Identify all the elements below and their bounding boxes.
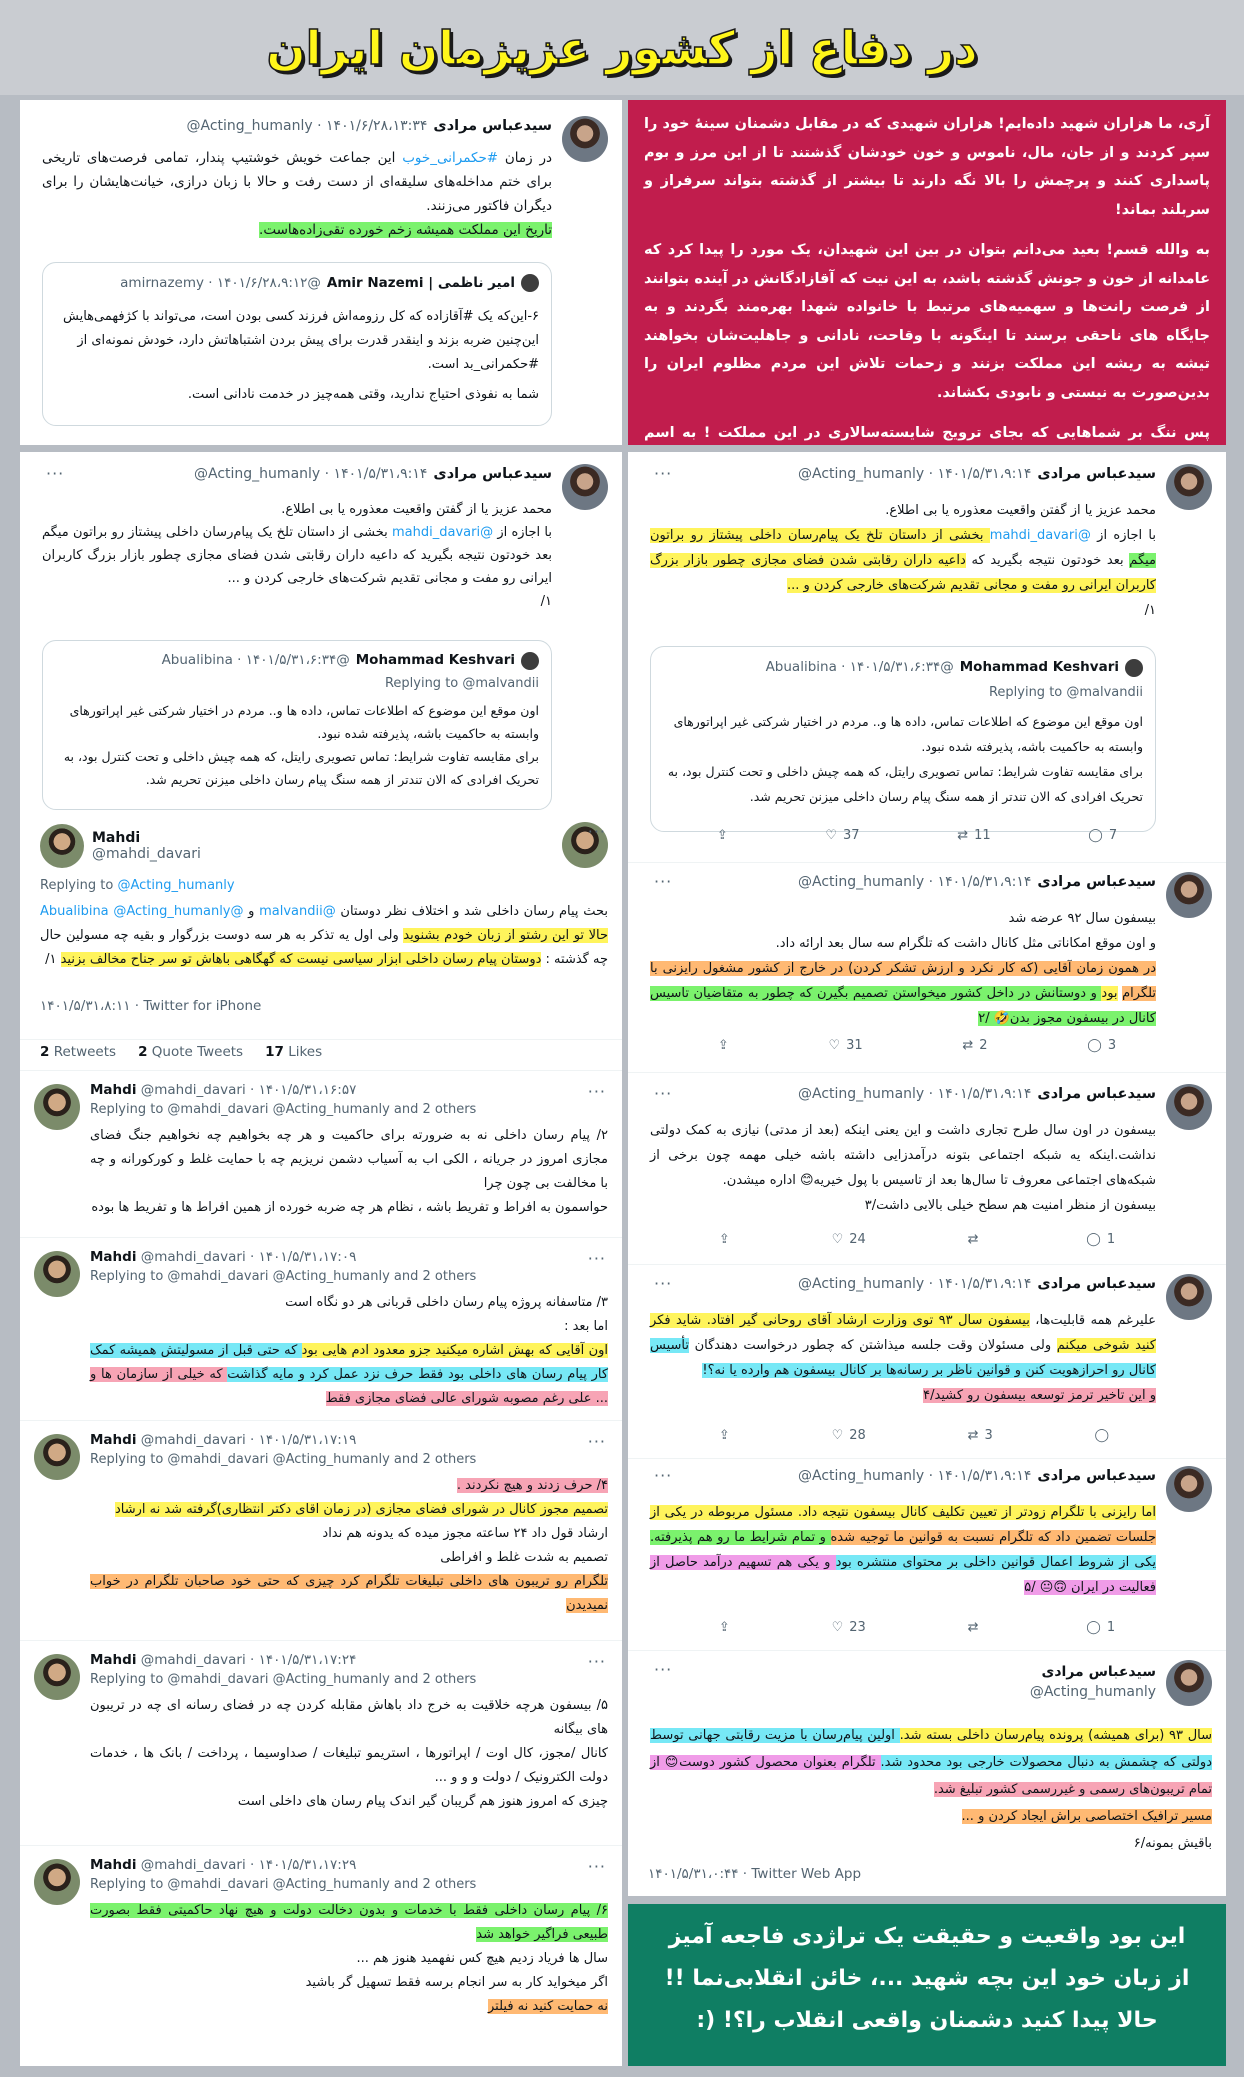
author-block[interactable] (40, 824, 201, 868)
avatar[interactable] (34, 1251, 80, 1297)
replying-to: Replying to @mahdi_davari @Acting_humanly and 2 others (90, 1452, 477, 1467)
replying-to: Replying to @Acting_humanly (40, 878, 235, 893)
reply-icon: ◯ (1088, 828, 1103, 843)
retweet-button[interactable]: ⇄ 2 (962, 1038, 988, 1053)
quote-handle: @Abualibina · ۱۴۰۱/۵/۳۱،۶:۳۴ (765, 659, 954, 675)
tweet-text: محمد عزیز یا از گفتن واقعیت معذوره یا بی اطلاع. (885, 503, 1156, 518)
reply-button[interactable]: ◯ 3 (1087, 1038, 1117, 1053)
share-icon[interactable]: ⇪ (718, 1620, 730, 1635)
more-icon[interactable]: ··· (587, 1652, 606, 1671)
avatar[interactable] (1166, 1274, 1212, 1320)
more-icon[interactable]: ··· (587, 1432, 606, 1451)
avatar[interactable] (1166, 872, 1212, 918)
author-handle: @Acting_humanly (1029, 1684, 1156, 1700)
quote-text: اون موقع این موضوع که اطلاعات تماس، داده ها و.. مردم در اختیار شرکتی غیر اپراتورهای وابسته به حاکمیت باشه، پذیرفته شده نبود. (69, 703, 539, 741)
tweet-timestamp[interactable]: ۱۴۰۱/۵/۳۱،۰:۴۴ · Twitter Web App (648, 1866, 862, 1882)
tweet-actions (628, 1428, 1226, 1443)
tweet-text: محمد عزیز یا از گفتن واقعیت معذوره یا بی اطلاع. (281, 502, 552, 517)
tweet-stats (40, 1044, 322, 1060)
mention-link[interactable]: @mahdi_davari (392, 525, 494, 540)
retweet-icon: ⇄ (967, 1428, 979, 1443)
tweet-actions (628, 1620, 1226, 1635)
left-tweet-2: Mahdi @mahdi_davari ··· Replying to @Acting_humanly بحث پیام رسان داخلی شد و اختلاف نظر دوستان @malvandii و @Abualibina @Acting_humanly حالا تو این رشتو از زبان خودم بشنوید ولی اول یه تذکر به هر سه دوست بزرگوار و بقیه چه مسولین حال چه گذشته : دوستان پیام رسان داخلی ابزار سیاسی نیست که گهگاهی باهاش تو سر جناح مخالف بزنید ۱/ ۱۴۰۱/۵/۳۱،۸:۱۱ · Twitter for iPhone (40, 822, 608, 1014)
replying-to: Replying to @malvandii (384, 676, 539, 691)
reply-button[interactable] (1095, 1428, 1116, 1443)
author-handle[interactable]: @Acting_humanly · ۱۴۰۱/۵/۳۱،۹:۱۴ (798, 466, 1032, 482)
replying-to: Replying to @mahdi_davari @Acting_humanly and 2 others (90, 1877, 477, 1892)
tweet-text: بیسفون در اون سال طرح تجاری داشت و این یعنی اینکه (بعد از مدتی) نیازی به کمک دولتی نداشت.اینکه یه شبکه اجتماعی بتونه درآمدزایی داشته باشه خیلی مهمه چون برخی از شبکه‌های اجتماعی معروف تا سال‌ها بعد از تاسیس با پول خیریه😊 اداره میشدن. (650, 1123, 1156, 1188)
heart-icon: ♡ (828, 1038, 841, 1053)
tweet-text: در زمان #حکمرانی_خوب این جماعت خویش خوشتیپ پندار، تمامی فرصت‌های تاریخی برای ختم مداخله‌های سلیقه‌ای از دست رفت و حالا با زبان درازی، خیانت‌هایشان را برای دیگران فاکتور می‌زنند. (42, 150, 552, 214)
tweet-header[interactable]: Mahdi @mahdi_davari · ۱۴۰۱/۵/۳۱،۱۷:۱۹ (90, 1432, 357, 1448)
right-tweet-2: سیدعباس مرادی @Acting_humanly · ۱۴۰۱/۵/۳۱،۹:۱۴ ··· بیسفون سال ۹۲ عرضه شد و اون موقع امکاناتی مثل کانال داشت که تلگرام سه سال بعد ارائه داد. در همون زمان آقایی (که کار نکرد و ارزش تشکر کردن) در خارج از کشور مشغول رایزنی با تلگرام بود و دوستانش در داخل کشور میخواستن تصمیم بگیرن که چطور به متقاضیان تاسیس کانال در بیسفون مجوز بدن🤣 /۲ (628, 870, 1226, 1020)
author-handle[interactable]: @mahdi_davari (92, 846, 201, 862)
right-tweet-3: سیدعباس مرادی @Acting_humanly · ۱۴۰۱/۵/۳۱،۹:۱۴ ··· بیسفون در اون سال طرح تجاری داشت و این یعنی اینکه (بعد از مدتی) نیازی به کمک دولتی نداشت.اینکه یه شبکه اجتماعی بتونه درآمدزایی داشته باشه خیلی مهمه چون برخی از شبکه‌های اجتماعی معروف تا سال‌ها بعد از تاسیس با پول خیریه😊 اداره میشدن. بیسفون از منظر امنیت هم سطح خیلی بالایی داشت/۳ (628, 1082, 1226, 1222)
avatar[interactable] (34, 1859, 80, 1905)
likes-stat[interactable]: 17 Likes (265, 1044, 323, 1060)
reply-icon: ◯ (1087, 1038, 1102, 1053)
highlighted-text: تاریخ این مملکت همیشه زخم خورده تقی‌زاده‌هاست. (259, 222, 552, 238)
right-tweet-4: سیدعباس مرادی @Acting_humanly · ۱۴۰۱/۵/۳۱،۹:۱۴ ··· علیرغم همه قابلیت‌ها، بیسفون سال ۹۳ توی وزارت ارشاد آقای روحانی گیر افتاد. شاید فکر کنید شوخی میکنم ولی مسئولان وقت جلسه میذاشتن که چطور درخواست دهندگان تأسیس کانال رو احرازهویت کنن و قوانین ناظر بر رسانه‌ها بر کانال بیسفون هم وارده یا نه؟! و این تاخیر ترمز توسعه بیسفون رو کشید/۴ (628, 1272, 1226, 1422)
quote-author: Mohammad Keshvari (959, 659, 1119, 675)
tweet-text: ۲/ پیام رسان داخلی نه به ضرورته برای حاکمیت و هر چه بخواهیم چه نخواهیم جنگ فضای مجازی امروز در جریانه ، الکی اب به آسیاب دشمن نریزیم چه با حمایت غلط و کورکورانه و چه با مخالفت بی چون چرا (90, 1128, 608, 1191)
like-button[interactable]: ♡ 28 (831, 1428, 866, 1443)
quote-author: امیر ناظمی | Amir Nazemi (326, 275, 515, 291)
quote-author: Mohammad Keshvari (355, 652, 515, 668)
like-button[interactable]: ♡ 23 (831, 1620, 866, 1635)
conclusion-line-2: از زبان خود این بچه شهید ...، خائن انقلابی‌نما !! (664, 1966, 1190, 1991)
heart-icon: ♡ (831, 1620, 844, 1635)
author-handle: @mahdi_davari · ۱۴۰۱/۵/۳۱،۱۶:۵۷ (140, 1082, 357, 1098)
more-icon[interactable]: ··· (587, 1249, 606, 1268)
quoted-tweet[interactable] (42, 640, 552, 810)
more-icon[interactable]: ··· (654, 1660, 673, 1679)
retweet-button[interactable] (968, 1232, 985, 1247)
red-paragraph-2: به والله قسم! بعید می‌دانم بتوان در بین این شهیدان، یک مورد را پیدا کرد که عامدانه از خون و جونش گذشته باشد، به این نیت که آقازادگانش در آینده بتوانند از فرصت رانت‌ها و سهمیه‌های مرتبط با خانواده شهدا بهره‌مند بگردند و به جایگاه های ناحقی برسند تا اینگونه با وقاحت، نادانی و جاهلیت‌شان بخواهند تیشه به ریشه این مملکت بزنند و زحمات تلاش این مردم مظلوم ایران را بدین‌صورت به نیستی و نابودی بکشاند. (644, 242, 1210, 401)
reply-icon: ◯ (1086, 1232, 1101, 1247)
replying-to: Replying to @mahdi_davari @Acting_humanly and 2 others (90, 1102, 477, 1117)
quote-text-2: برای مقایسه تفاوت شرایط: تماس تصویری رایتل، که همه چیش داخلی و تحت کنترل بود، به تحریک افرادی که الان تندتر از همه سنگ پیام رسان داخلی میزنن تحریم شد. (63, 749, 539, 787)
green-conclusion-box (628, 1904, 1226, 2066)
avatar[interactable] (34, 1084, 80, 1130)
quote-text: ۶-این‌که یک #آقازاده که کل رزومه‌اش فرزند کسی بودن است، می‌تواند با کژفهمی‌هایش این‌چنین ضربه بزند و اینقدر قدرت برای پیش بردن اشتباهاتش دارد، خودش نمونه‌ای از #حکمرانی_بد است. (63, 309, 539, 372)
quotes-stat[interactable]: 2 Quote Tweets (138, 1044, 244, 1060)
replying-to: Replying to @malvandii (988, 685, 1143, 700)
tweet-header[interactable]: Mahdi @mahdi_davari · ۱۴۰۱/۵/۳۱،۱۷:۰۹ (90, 1249, 357, 1265)
author-handle[interactable]: @Acting_humanly · ۱۴۰۱/۵/۳۱،۹:۱۴ (194, 466, 428, 482)
quote-handle: @amirnazemy · ۱۴۰۱/۶/۲۸،۹:۱۲ (120, 275, 321, 291)
avatar[interactable] (1166, 1084, 1212, 1130)
hashtag-link[interactable]: #حکمرانی_خوب (402, 150, 499, 166)
quote-handle: @Abualibina · ۱۴۰۱/۵/۳۱،۶:۳۴ (161, 652, 350, 668)
replying-to: Replying to @mahdi_davari @Acting_humanly and 2 others (90, 1672, 477, 1687)
more-icon[interactable]: ··· (46, 464, 65, 483)
retweet-icon: ⇄ (967, 1620, 979, 1635)
reply-icon: ◯ (1094, 1428, 1110, 1443)
more-icon[interactable]: ··· (654, 1274, 673, 1293)
more-icon[interactable]: ··· (654, 464, 673, 483)
retweet-icon: ⇄ (967, 1232, 979, 1247)
avatar[interactable] (562, 464, 608, 510)
conclusion-line-3: حالا پیدا کنید دشمنان واقعی انقلاب را؟! (: (696, 2008, 1158, 2033)
quote-avatar (521, 274, 539, 292)
quoted-tweet[interactable] (42, 262, 552, 426)
tweet-header[interactable]: Mahdi @mahdi_davari · ۱۴۰۱/۵/۳۱،۱۷:۲۴ (90, 1652, 357, 1668)
heart-icon: ♡ (831, 1232, 844, 1247)
quote-text: اون موقع این موضوع که اطلاعات تماس، داده ها و.. مردم در اختیار شرکتی غیر اپراتورهای وابسته به حاکمیت باشه، پذیرفته شده نبود. (673, 714, 1143, 754)
avatar[interactable] (34, 1434, 80, 1480)
author-name: Mahdi (90, 1082, 137, 1098)
more-icon[interactable]: ··· (587, 1082, 606, 1101)
left-tweet-5: Mahdi @mahdi_davari · ۱۴۰۱/۵/۳۱،۱۷:۱۹ Replying to @mahdi_davari @Acting_humanly and 2 others ··· ۴/ حرف زدند و هیچ نکردند . تصمیم مجوز کانال در شورای فضای مجازی (در زمان اقای دکتر انتظاری)گرفته شد نه ارشاد ارشاد قول داد ۲۴ ساعته مجوز میده که یدونه هم نداد تصمیم به شدت غلط و افراطی تلگرام رو تریبون های داخلی تبلیغات تلگرام کرد چیزی که حتی خود صاحبان تلگرام در خواب نمیدیدن (20, 1430, 622, 1620)
reply-button[interactable]: ◯ 1 (1086, 1620, 1116, 1635)
heart-icon: ♡ (825, 828, 838, 843)
like-button[interactable]: ♡ 24 (831, 1232, 866, 1247)
retweet-button[interactable] (968, 1620, 985, 1635)
red-paragraph-1: آری، ما هزاران شهید داده‌ایم! هزاران شهیدی که در مقابل دشمنان سینهٔ خود را سپر کردند و از جان، مال، ناموس و خون خودشان گذشتند تا از این مرز و بوم پاسداری کنند و پرچمش را بالا نگه دارند تا بیشتر از گذشته بتواند سرفراز و سربلند بماند! (644, 116, 1210, 218)
like-button[interactable]: ♡ 37 (825, 828, 860, 843)
quote-text-2: برای مقایسه تفاوت شرایط: تماس تصویری رایتل، که همه چیش داخلی و تحت کنترل بود، به تحریک افرادی که الان تندتر از همه سنگ پیام رسان داخلی میزنن تحریم شد. (667, 764, 1143, 804)
tweet-header[interactable]: Mahdi @mahdi_davari · ۱۴۰۱/۵/۳۱،۱۷:۲۹ (90, 1857, 357, 1873)
share-icon[interactable]: ⇪ (718, 1232, 730, 1247)
more-icon[interactable]: ··· (654, 1084, 673, 1103)
like-button[interactable]: ♡ 31 (828, 1038, 863, 1053)
more-icon[interactable]: ··· (654, 872, 673, 891)
avatar-left[interactable] (40, 824, 84, 868)
heart-icon: ♡ (831, 1428, 844, 1443)
quoted-tweet[interactable] (650, 646, 1156, 832)
title-banner (0, 0, 1244, 95)
retweet-icon: ⇄ (962, 1038, 974, 1053)
right-tweet-5: سیدعباس مرادی @Acting_humanly · ۱۴۰۱/۵/۳۱،۹:۱۴ ··· اما رایزنی با تلگرام زودتر از تعیین تکلیف کانال بیسفون نتیجه داد. مسئول مربوطه در یکی از جلسات تضمین داد که تلگرام نسبت به قوانین ما توجیه شده و تمام شرایط ما رو هم پذیرفته. یکی از شروط اعمال قوانین داخلی بر محتوای منتشره بود و یکی هم تسهیم درآمد حاصل از فعالیت در ایران 🙃😐 /۵ (628, 1464, 1226, 1614)
reply-icon: ◯ (1086, 1620, 1101, 1635)
quote-text-2: شما به نفوذی احتیاج ندارید، وقتی همه‌چیز در خدمت نادانی است. (187, 387, 539, 402)
reply-button[interactable]: ◯ 7 (1088, 828, 1118, 843)
red-paragraph-3: پس ننگ بر شماهایی که بجای ترویج شایسته‌سالاری در این مملکت ! به اسم (644, 425, 1210, 441)
retweet-icon: ⇄ (957, 828, 969, 843)
red-commentary-box (628, 100, 1226, 445)
left-thread-card (20, 452, 622, 2066)
left-tweet-3: Mahdi @mahdi_davari · ۱۴۰۱/۵/۳۱،۱۶:۵۷ Replying to @mahdi_davari @Acting_humanly and 2 others ··· ۲/ پیام رسان داخلی نه به ضرورته برای حاکمیت و هر چه بخواهیم چه نخواهیم جنگ فضای مجازی امروز در جریانه ، الکی اب به آسیاب دشمن نریزیم چه با حمایت غلط و کورکورانه و چه با مخالفت بی چون چرا حواسمون به افراط و تفریط باشه ، نظام هر چه ضربه خورده از همین افراط ها و تفریط ها بوده (20, 1080, 622, 1235)
author-name[interactable]: سیدعباس مرادی (433, 466, 552, 482)
author-name[interactable]: Mahdi (92, 830, 141, 846)
quote-avatar (521, 652, 539, 670)
reply-button[interactable]: ◯ 1 (1086, 1232, 1116, 1247)
right-tweet-6: سیدعباس مرادی @Acting_humanly ··· سال ۹۳ (برای همیشه) پرونده پیام‌رسان داخلی بسته شد. اولین پیام‌رسان با مزیت رقابتی جهانی توسط دولتی که چشمش به دنبال محصولات خارجی بود محدود شد. تلگرام بعنوان محصول کشور دوست😊 از تمام تریبون‌های رسمی و غیررسمی کشور تبلیغ شد. مسیر ترافیک اختصاصی براش ایجاد کردن و ... باقیش بمونه/۶ ۱۴۰۱/۵/۳۱،۰:۴۴ · Twitter Web App (648, 1660, 1212, 1882)
page-title: در دفاع از کشور عزیزمان ایران (266, 20, 978, 75)
share-icon[interactable]: ⇪ (718, 1428, 730, 1443)
retweets-stat[interactable]: 2 Retweets (40, 1044, 117, 1060)
conclusion-line-1: این بود واقعیت و حقیقت یک تراژدی فاجعه آمیز (668, 1924, 1186, 1949)
avatar[interactable] (1166, 1466, 1212, 1512)
tweet-text: ۵/ بیسفون هرچه خلاقیت به خرج داد باهاش مقابله کردن چه در فضای رسانه ای چه در تریبون های بیگانه (90, 1698, 608, 1737)
left-tweet-1: سیدعباس مرادی @Acting_humanly · ۱۴۰۱/۵/۳۱،۹:۱۴ ··· محمد عزیز یا از گفتن واقعیت معذوره یا بی اطلاع. با اجازه از @mahdi_davari بخشی از داستان تلخ یک پیام‌رسان داخلی پیشتاز رو براتون میگم بعد خودتون نتیجه بگیرید که داعیه داران رقابتی شدن فضای مجازی چطور بازار بزرگ کاربران ایرانی رو مفت و مجانی تقدیم شرکت‌های خارجی کردن و ... ۱/ Mohammad Keshvari @Abualibina · ۱۴۰۱/۵/۳۱،۶:۳۴ Replying to @malvandii اون موقع این موضوع که اطلاعات تماس، داده ها و.. مردم در اختیار شرکتی غیر اپراتورهای وابسته به حاکمیت باشه، پذیرفته شده نبود. برای مقایسه تفاوت شرایط: تماس تصویری رایتل، که همه چیش داخلی و تحت کنترل بود، به تحریک افرادی که الان تندتر از همه سنگ پیام رسان داخلی میزنن تحریم شد. (20, 462, 622, 817)
author-name[interactable]: سیدعباس مرادی (1037, 466, 1156, 482)
tweet-text: ۳/ متاسفانه پروژه پیام رسان داخلی قربانی هر دو نگاه است (285, 1295, 608, 1310)
tweet-text: بیسفون سال ۹۲ عرضه شد (1008, 911, 1156, 926)
mention-link[interactable]: @mahdi_davari (989, 528, 1091, 543)
retweet-button[interactable]: ⇄ 3 (967, 1428, 993, 1443)
more-icon[interactable]: ··· (587, 1857, 606, 1876)
left-tweet-7: Mahdi @mahdi_davari · ۱۴۰۱/۵/۳۱،۱۷:۲۹ Replying to @mahdi_davari @Acting_humanly and 2 others ··· ۶/ پیام رسان داخلی فقط با خدمات و بدون دخالت دولت و هیچ نهاد حاکمیتی فقط بصورت طبیعی فراگیر خواهد شد سال ها فریاد زدیم هیچ کس نفهمید هنوز هم ... اگر میخواید کار به سر انجام برسه فقط تسهیل گر باشید نه حمایت کنید نه فیلتر (20, 1855, 622, 2060)
author-name[interactable]: سیدعباس مرادی (433, 118, 552, 134)
top-tweet (20, 114, 622, 444)
avatar[interactable] (34, 1654, 80, 1700)
share-icon[interactable]: ⇪ (716, 828, 728, 843)
avatar[interactable] (1166, 464, 1212, 510)
avatar[interactable] (1166, 1660, 1212, 1706)
tweet-actions (628, 828, 1226, 843)
right-tweet-1: سیدعباس مرادی @Acting_humanly · ۱۴۰۱/۵/۳۱،۹:۱۴ ··· محمد عزیز یا از گفتن واقعیت معذوره یا بی اطلاع. با اجازه از @mahdi_davari بخشی از داستان تلخ یک پیام‌رسان داخلی پیشتاز رو براتون میگم بعد خودتون نتیجه بگیرید که داعیه داران رقابتی شدن فضای مجازی چطور بازار بزرگ کاربران ایرانی رو مفت و مجانی تقدیم شرکت‌های خارجی کردن و ... ۱/ Mohammad Keshvari @Abualibina · ۱۴۰۱/۵/۳۱،۶:۳۴ Replying to @malvandii اون موقع این موضوع که اطلاعات تماس، داده ها و.. مردم در اختیار شرکتی غیر اپراتورهای وابسته به حاکمیت باشه، پذیرفته شده نبود. برای مقایسه تفاوت شرایط: تماس تصویری رایتل، که همه چیش داخلی و تحت کنترل بود، به تحریک افرادی که الان تندتر از همه سنگ پیام رسان داخلی میزنن تحریم شد. (628, 462, 1226, 862)
tweet-header[interactable] (90, 1082, 356, 1098)
author-name: سیدعباس مرادی (1041, 1664, 1156, 1680)
avatar[interactable] (562, 116, 608, 162)
more-icon[interactable]: ··· (654, 1466, 673, 1485)
tweet-actions (628, 1038, 1226, 1053)
left-tweet-4: Mahdi @mahdi_davari · ۱۴۰۱/۵/۳۱،۱۷:۰۹ Replying to @mahdi_davari @Acting_humanly and 2 others ··· ۳/ متاسفانه پروژه پیام رسان داخلی قربانی هر دو نگاه است اما بعد : اون آقایی که بهش اشاره میکنید جزو معدود ادم هایی بود که حتی قبل از مسولیتش همیشه کمک کار پیام رسان های داخلی بود فقط حرف نزد عمل کرد و مایه گذاشت که خیلی از سازمان ها و ... علی رغم مصوبه شورای عالی فضای مجازی فقط (20, 1247, 622, 1417)
right-thread-card (628, 452, 1226, 1896)
replying-to: Replying to @mahdi_davari @Acting_humanly and 2 others (90, 1269, 477, 1284)
tweet-timestamp[interactable]: ۱۴۰۱/۵/۳۱،۸:۱۱ · Twitter for iPhone (40, 998, 262, 1014)
left-tweet-6: Mahdi @mahdi_davari · ۱۴۰۱/۵/۳۱،۱۷:۲۴ Replying to @mahdi_davari @Acting_humanly and 2 others ··· ۵/ بیسفون هرچه خلاقیت به خرج داد باهاش مقابله کردن چه در فضای رسانه ای چه در تریبون های بیگانه کانال /مجوز، کال اوت / اپراتورها ، استریمو تبلیغات / صداوسیما ، پرداخت / بانک ها ، خدمات دولت الکترونیک / دولت و و و ... چیزی که امروز هنوز هم گریبان گیر اندک پیام رسان های داخلی است (20, 1650, 622, 1825)
author-handle[interactable]: @Acting_humanly · ۱۴۰۱/۶/۲۸،۱۳:۳۴ (186, 118, 428, 134)
retweet-button[interactable]: ⇄ 11 (957, 828, 991, 843)
tweet-header[interactable] (1030, 1662, 1156, 1702)
more-icon[interactable]: ··· (587, 822, 606, 841)
share-icon[interactable]: ⇪ (717, 1038, 729, 1053)
top-tweet-card (20, 100, 622, 445)
tweet-actions (628, 1232, 1226, 1247)
